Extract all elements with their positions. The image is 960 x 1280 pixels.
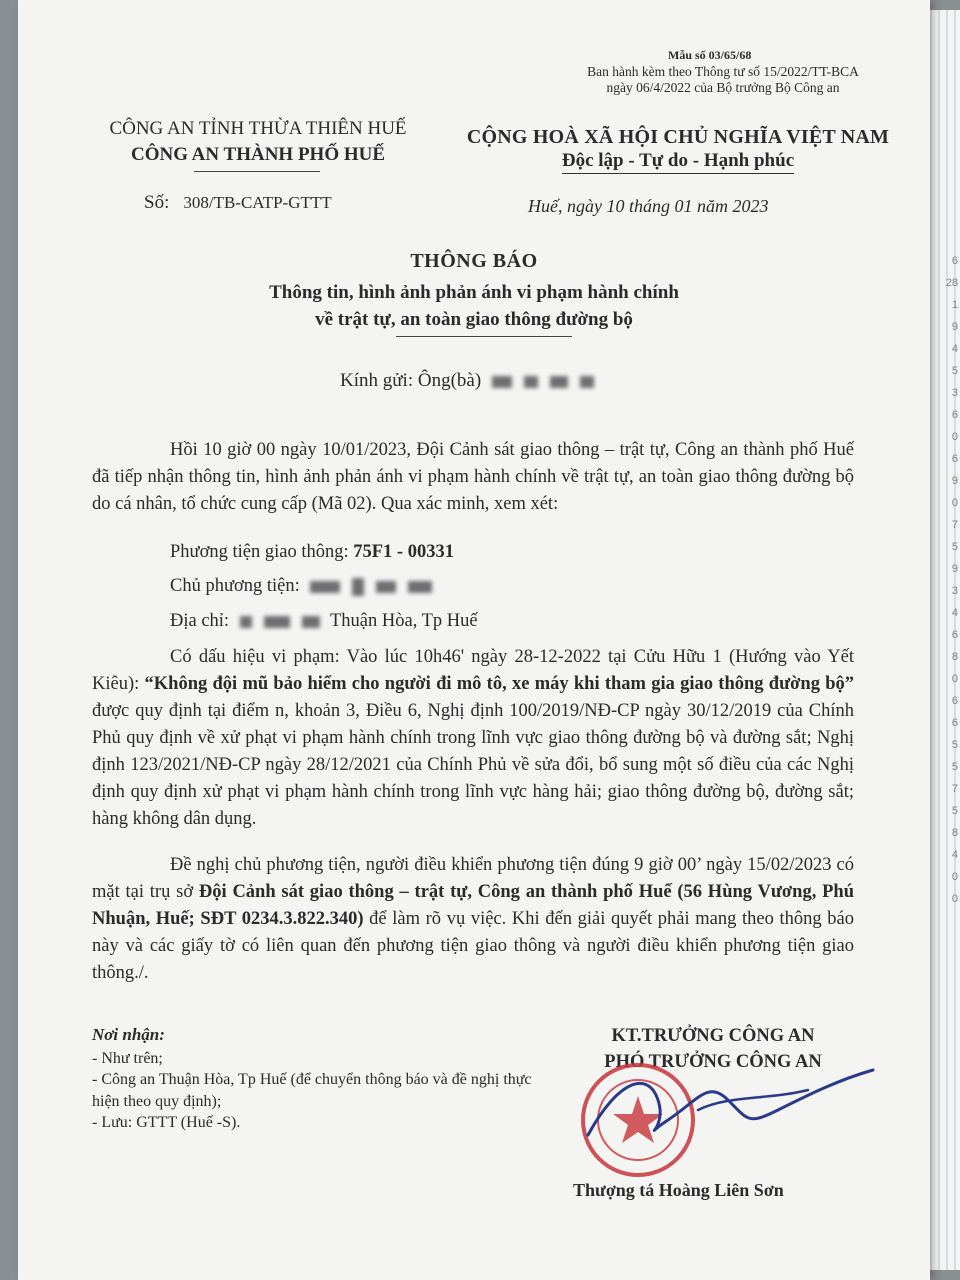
nation-name: CỘNG HOÀ XÃ HỘI CHỦ NGHĨA VIỆT NAM [466,126,890,148]
document-title: THÔNG BÁO [410,250,538,272]
subject-line-2: về trật tự, an toàn giao thông đường bộ [315,309,633,330]
address-line: Địa chỉ: Thuận Hòa, Tp Huế [170,611,478,631]
handwritten-signature [578,1040,878,1150]
paragraph-intro: Hồi 10 giờ 00 ngày 10/01/2023, Đội Cảnh sát giao thông – trật tự, Công an thành phố Huế đã tiếp nhận thông tin, hình ảnh phản ánh vi phạm hành chính về trật tự, an toàn giao thông đường bộ do cá nhân, tổ chức cung cấp (Mã 02). Qua xác minh, xem xét: [92,440,854,514]
notice-document [18,0,930,1280]
form-code: Mẫu số 03/65/68 [668,48,752,62]
document-number: Số: 308/TB-CATP-GTTT [144,192,332,213]
signatory-title-2: PHÓ TRƯỞNG CÔNG AN [604,1052,822,1072]
unit-underline [194,171,320,172]
background-ledger-edge: 6 28 1 9 4 5 3 6 0 6 9 0 7 5 9 3 4 6 8 0 6 6 5 5 7 5 8 4 0 0 [945,255,958,905]
redacted-name [492,376,512,388]
issuing-unit: CÔNG AN THÀNH PHỐ HUẾ [130,144,386,165]
violation-text: “Không đội mũ bảo hiểm cho người đi mô tô, xe máy khi tham gia giao thông đường bộ” [144,674,855,694]
recipient-item: - Lưu: GTTT (Huế -S). [92,1114,241,1131]
owner-line: Chủ phương tiện: [170,576,438,597]
subject-line-1: Thông tin, hình ảnh phản ánh vi phạm hành chính [269,282,679,303]
recipient-item: - Công an Thuận Hòa, Tp Huế (để chuyển thông báo và đề nghị thực hiện theo quy định); [92,1071,532,1110]
vehicle-line: Phương tiện giao thông: 75F1 - 00331 [170,542,454,562]
signer-name: Thượng tá Hoàng Liên Sơn [573,1180,784,1200]
paragraph-request: Đề nghị chủ phương tiện, người điều khiển phương tiện đúng 9 giờ 00’ ngày 15/02/2023 có mặt tại trụ sở Đội Cảnh sát giao thông – trật tự, Công an thành phố Huế (56 Hùng Vương, Phú Nhuận, Huế; SĐT 0234.3.822.340) để làm rõ vụ việc. Khi đến giải quyết phải mang theo thông báo này và các giấy tờ có liên quan đến phương tiện giao thông và người điều khiển phương tiện giao thông./. [92,855,855,983]
form-issuance-note: Ban hành kèm theo Thông tư số 15/2022/TT-BCA ngày 06/4/2022 của Bộ trưởng Bộ Công an [587,64,859,95]
vehicle-plate: 75F1 - 00331 [353,542,454,562]
signatory-title-1: KT.TRƯỞNG CÔNG AN [611,1026,815,1046]
paragraph-violation: Có dấu hiệu vi phạm: Vào lúc 10h46' ngày 28-12-2022 tại Cửu Hữu 1 (Hướng vào Yết Kiêu): “Không đội mũ bảo hiểm cho người đi mô tô, xe máy khi tham gia giao thông đường bộ” được quy định tại điểm n, khoản 3, Điều 6, Nghị định 100/2019/NĐ-CP ngày 30/12/2019 của Chính Phủ quy định về xử phạt vi phạm hành chính trong lĩnh vực giao thông đường bộ và đường sắt; Nghị định 123/2021/NĐ-CP ngày 28/12/2021 của Chính Phủ về sửa đổi, bổ sung một số điều của các Nghị định quy định xử phạt vi phạm hành chính trong lĩnh vực hàng hải; giao thông đường bộ, đường sắt; hàng không dân dụng. [92,647,855,829]
parent-agency: CÔNG AN TỈNH THỪA THIÊN HUẾ [109,118,407,139]
subject-underline [396,336,572,337]
office-address: Đội Cảnh sát giao thông – trật tự, Công an thành phố Huế (56 Hùng Vương, Phú Nhuận, Huế; SĐT 0234.3.822.340) [92,882,855,929]
recipient-item: - Như trên; [92,1050,163,1067]
place-date: Huế, ngày 10 tháng 01 năm 2023 [528,196,769,216]
salutation: Kính gửi: Ông(bà) [340,370,600,392]
recipients-heading: Nơi nhận: [92,1025,165,1044]
nation-motto: Độc lập - Tự do - Hạnh phúc [438,150,918,172]
redacted-address [240,616,252,628]
redacted-owner [310,581,340,593]
